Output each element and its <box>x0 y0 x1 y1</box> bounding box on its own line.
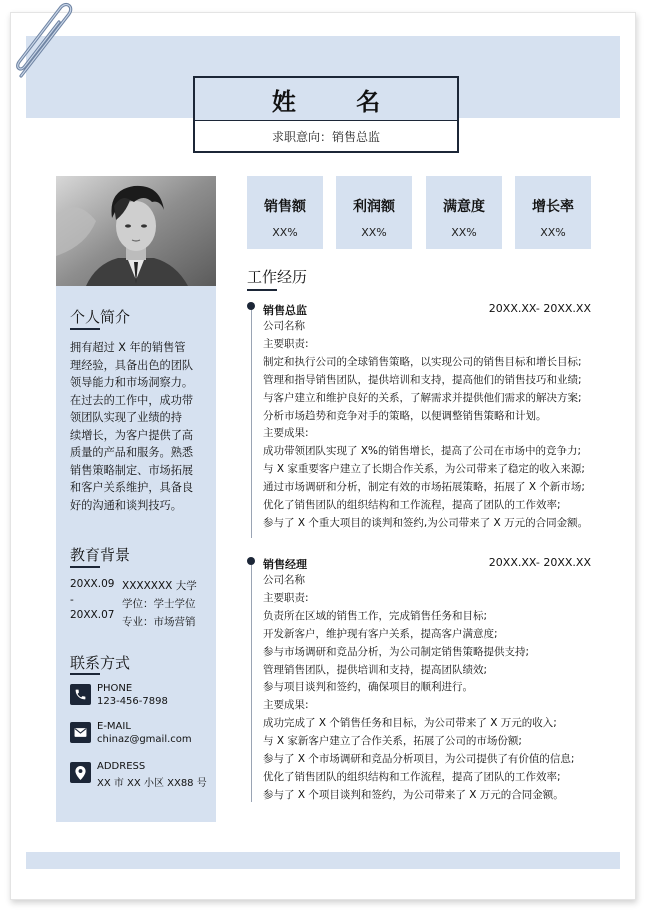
intro-line: 在过去的工作中，成功带 <box>70 393 194 407</box>
job-line: 主要职责: <box>263 591 309 604</box>
job-line: 主要成果: <box>263 699 309 712</box>
job-intent: 求职意向：销售总监 <box>271 129 380 144</box>
profile-photo <box>56 176 216 286</box>
intro-line: 续增长，为客户提供了高 <box>70 428 194 442</box>
intro-line: 拥有超过 X 年的销售管 <box>70 341 186 354</box>
stat-title: 满意度 <box>443 199 485 215</box>
edu-date-end: 20XX.07 <box>70 609 115 621</box>
job-line: 公司名称 <box>263 574 305 586</box>
job-line: 分析市场趋势和竞争对手的策略，以便调整销售策略和计划。 <box>263 409 547 422</box>
timeline-line <box>251 562 252 802</box>
contact-email <box>70 722 210 752</box>
stat-title: 销售额 <box>264 199 306 215</box>
edu-school: XXXXXXX 大学 <box>122 580 197 592</box>
job-line: 与 X 家新客户建立了合作关系，拓展了公司的市场份额; <box>263 735 522 748</box>
job-position: 销售经理 <box>263 558 307 571</box>
job-date: 20XX.XX- 20XX.XX <box>488 556 591 569</box>
stat-value: XX% <box>272 226 298 239</box>
job-line: 参与项目谈判和签约，确保项目的顺利进行。 <box>263 681 473 694</box>
job-line: 公司名称 <box>263 320 305 332</box>
job-line: 主要职责: <box>263 337 309 350</box>
stat-growth <box>515 176 591 249</box>
experience-heading: 工作经历 <box>247 268 308 286</box>
job-line: 制定和执行公司的全球销售策略，以实现公司的销售目标和增长目标; <box>263 355 582 368</box>
phone-icon <box>70 684 91 705</box>
job-line: 管理销售团队，提供培训和支持，提高团队绩效; <box>263 663 488 676</box>
job-line: 参与了 X 个市场调研和竞品分析项目，为公司提供了有价值的信息; <box>263 753 575 766</box>
contact-address <box>70 762 210 792</box>
stat-profit <box>336 176 412 249</box>
job-line: 通过市场调研和分析，制定有效的市场拓展策略，拓展了 X 个新市场; <box>263 481 585 494</box>
job-details <box>263 572 603 805</box>
job-line: 成功带领团队实现了 X%的销售增长，提高了公司在市场中的竞争力; <box>263 445 582 458</box>
stat-value: XX% <box>451 226 477 239</box>
stat-title: 利润额 <box>353 199 395 215</box>
contact-heading: 联系方式 <box>70 654 131 672</box>
sidebar <box>56 176 216 822</box>
edu-degree: 学位：学士学位 <box>122 598 196 610</box>
intro-line: 销售策略制定、市场拓展 <box>70 463 194 477</box>
paperclip-icon <box>3 0 81 84</box>
job-line: 参与了 X 个重大项目的谈判和签约,为公司带来了 X 万元的合同金额。 <box>263 516 589 529</box>
contact-address-value: XX 市 XX 小区 XX88 号 <box>97 778 207 789</box>
intro-line: 和客户关系维护，具备良 <box>70 481 194 494</box>
stat-value: XX% <box>540 226 566 239</box>
intro-line: 理经验，具备出色的团队 <box>70 358 194 372</box>
intro-line: 质量的产品和服务。熟悉 <box>70 446 194 459</box>
job-line: 与 X 家重要客户建立了长期合作关系，为公司带来了稳定的收入来源; <box>263 463 585 476</box>
experience-rule <box>247 289 277 291</box>
contact-phone-label: PHONE <box>97 683 133 694</box>
edu-major: 专业：市场营销 <box>122 616 196 628</box>
job-line: 负责所在区域的销售工作，完成销售任务和目标; <box>263 609 488 622</box>
job-line: 与客户建立和维护良好的关系，了解需求并提供他们需求的解决方案; <box>263 391 582 404</box>
contact-email-value: chinaz@gmail.com <box>97 734 192 745</box>
job-line: 优化了销售团队的组织结构和工作流程，提高了团队的工作效率; <box>263 770 561 783</box>
stat-value: XX% <box>361 226 387 239</box>
name-title: 姓 名 <box>271 87 407 116</box>
edu-date-start: 20XX.09 <box>70 578 115 590</box>
email-icon <box>70 722 91 743</box>
location-icon <box>70 762 91 783</box>
stat-satisfaction <box>426 176 502 249</box>
contact-address-label: ADDRESS <box>97 761 146 772</box>
footer-band <box>26 852 620 869</box>
intro-line: 领团队实现了业绩的持 <box>70 411 182 424</box>
timeline-dot <box>247 302 255 310</box>
job-date: 20XX.XX- 20XX.XX <box>488 302 591 315</box>
job-line: 优化了销售团队的组织结构和工作流程，提高了团队的工作效率; <box>263 499 561 512</box>
job-position: 销售总监 <box>263 304 307 317</box>
portrait-illustration <box>56 176 216 286</box>
intro-line: 好的沟通和谈判技巧。 <box>70 498 182 512</box>
contact-rule <box>70 673 100 675</box>
intro-line: 领导能力和市场洞察力。 <box>70 376 194 389</box>
job-details <box>263 318 603 533</box>
job-line: 参与市场调研和竞品分析，为公司制定销售策略提供支持; <box>263 645 530 658</box>
education-rule <box>70 566 100 568</box>
intro-text <box>70 339 194 514</box>
stat-title: 增长率 <box>532 199 574 215</box>
job-line: 主要成果: <box>263 427 309 440</box>
name-box <box>193 76 459 153</box>
job-line: 参与了 X 个项目谈判和签约，为公司带来了 X 万元的合同金额。 <box>263 788 564 801</box>
contact-email-label: E-MAIL <box>97 721 131 732</box>
contact-phone-value: 123-456-7898 <box>97 696 168 707</box>
contact-phone <box>70 684 210 714</box>
education-heading: 教育背景 <box>70 546 131 564</box>
timeline-line <box>251 306 252 538</box>
intro-heading: 个人简介 <box>70 308 131 326</box>
stat-sales <box>247 176 323 249</box>
job-line: 管理和指导销售团队，提供培训和支持，提高他们的销售技巧和业绩; <box>263 373 582 386</box>
timeline-dot <box>247 557 255 565</box>
job-line: 开发新客户，维护现有客户关系，提高客户满意度; <box>263 627 498 640</box>
job-line: 成功完成了 X 个销售任务和目标，为公司带来了 X 万元的收入; <box>263 717 557 730</box>
intro-rule <box>70 328 100 330</box>
edu-date-sep: - <box>70 594 74 606</box>
